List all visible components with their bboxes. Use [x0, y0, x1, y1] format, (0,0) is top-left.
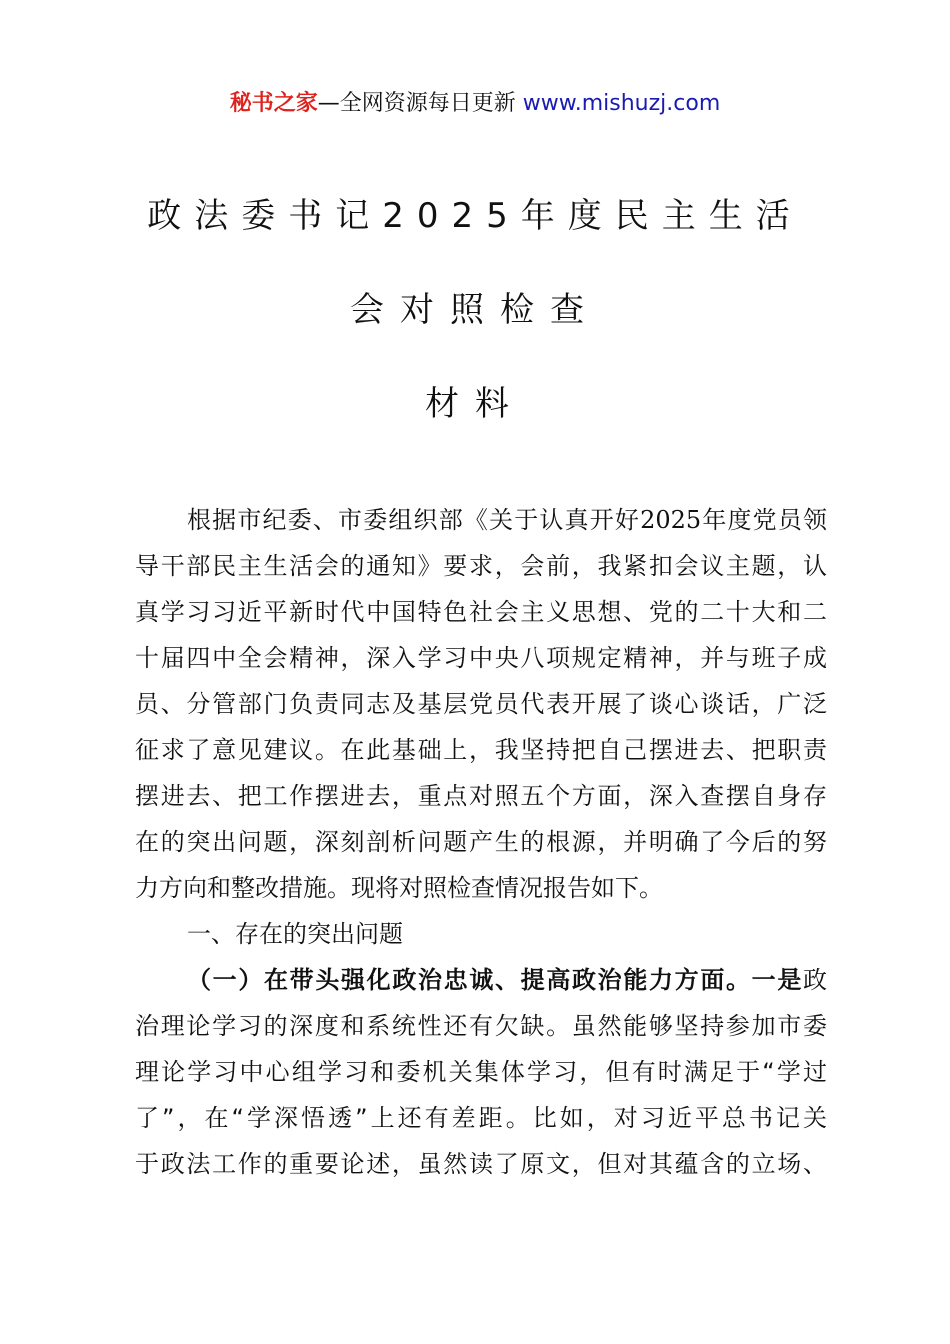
- text-span: 年度党员领: [701, 506, 828, 534]
- paragraph-2-line-4: 了”，在“学深悟透”上还有差距。比如，对习近平总书记关: [135, 1104, 827, 1132]
- site-url-link[interactable]: www.mishuzj.com: [522, 91, 721, 116]
- paragraph-1-line-9: 力方向和整改措施。现将对照检查情况报告如下。: [135, 874, 663, 902]
- paragraph-2-line-3: 理论学习中心组学习和委机关集体学习，但有时满足于“学过: [135, 1058, 827, 1086]
- paragraph-1-line-4: 十届四中全会精神，深入学习中央八项规定精神，并与班子成: [135, 644, 827, 672]
- document-title-line-2: 会对照检查: [350, 290, 600, 330]
- paragraph-2-line-1: [135, 957, 827, 1003]
- paragraph-1-line-6: 征求了意见建议。在此基础上，我坚持把自己摆进去、把职责: [135, 736, 827, 764]
- section-heading-1: 一、存在的突出问题: [187, 920, 403, 948]
- document-title-line-1: 政法委书记2025年度民主生活: [147, 196, 803, 236]
- paragraph-1-line-8: 在的突出问题，深刻剖析问题产生的根源，并明确了今后的努: [135, 828, 827, 856]
- header-slogan: —全网资源每日更新: [317, 91, 523, 116]
- document-title-line-3: 材料: [425, 384, 525, 424]
- paragraph-1-line-3: 真学习习近平新时代中国特色社会主义思想、党的二十大和二: [135, 598, 827, 626]
- brand-name: 秘书之家: [229, 91, 318, 116]
- paragraph-1-line-7: 摆进去、把工作摆进去，重点对照五个方面，深入查摆自身存: [135, 782, 827, 810]
- paragraph-1-line-1: [135, 497, 827, 543]
- site-header: [0, 88, 950, 120]
- paragraph-1-line-2: 导干部民主生活会的通知》要求，会前，我紧扣会议主题，认: [135, 552, 827, 580]
- paragraph-2-line-5: 于政法工作的重要论述，虽然读了原文，但对其蕴含的立场、: [135, 1150, 827, 1178]
- paragraph-2-line-2: 治理论学习的深度和系统性还有欠缺。虽然能够坚持参加市委: [135, 1012, 827, 1040]
- text-span: 根据市纪委、市委组织部《关于认真开好: [187, 506, 641, 534]
- bold-lead: （一）在带头强化政治忠诚、提高政治能力方面。一是: [187, 966, 803, 994]
- paragraph-1-line-5: 员、分管部门负责同志及基层党员代表开展了谈心谈话，广泛: [135, 690, 827, 718]
- document-body: [135, 497, 827, 1187]
- text-span: 政: [803, 966, 827, 994]
- year-number: 2025: [640, 506, 702, 534]
